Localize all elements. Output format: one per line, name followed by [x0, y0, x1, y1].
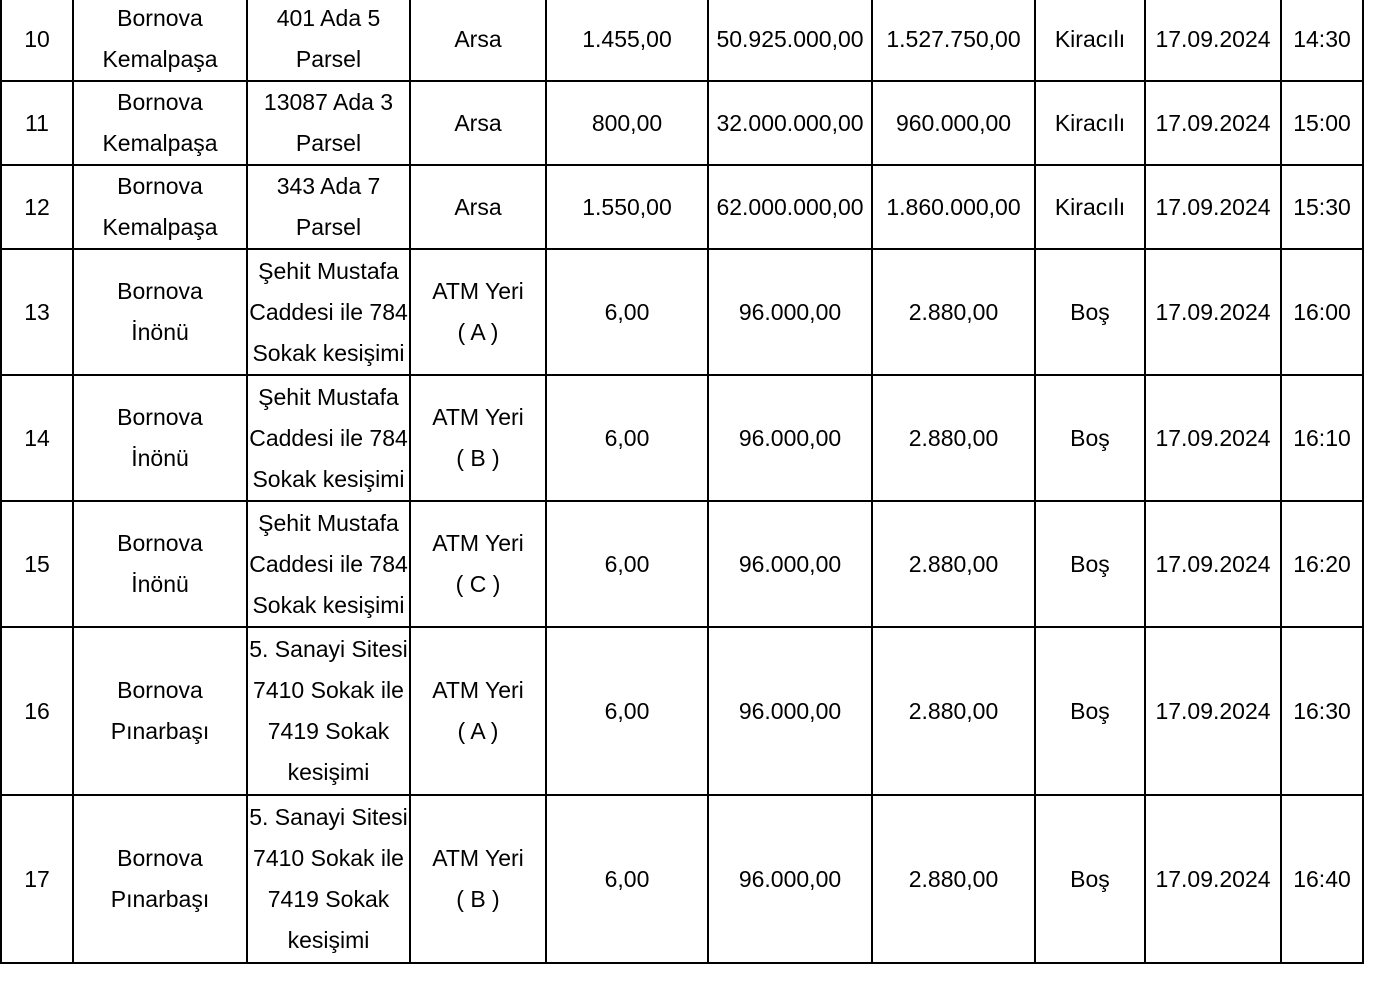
time-cell [1281, 795, 1363, 963]
table-row [1, 375, 1363, 501]
date-cell [1145, 501, 1281, 627]
location-text: Şehit Mustafa Caddesi ile 784 Sokak kesişimi [249, 383, 408, 492]
district-cell [73, 795, 247, 963]
district-text: Bornova İnönü [117, 278, 203, 345]
property-type-cell [410, 375, 546, 501]
date-cell [1145, 795, 1281, 963]
row-number: 15 [24, 550, 50, 577]
area-value: 6,00 [604, 298, 650, 325]
status-cell [1035, 81, 1145, 165]
table-row [1, 81, 1363, 165]
estimated-value: 96.000,00 [738, 298, 842, 325]
district-text: Bornova Kemalpaşa [102, 5, 218, 72]
district-cell [73, 0, 247, 81]
row-number-cell [1, 249, 73, 375]
property-type-cell [410, 627, 546, 795]
table-row [1, 627, 1363, 795]
status-cell [1035, 165, 1145, 249]
time-cell [1281, 501, 1363, 627]
date-cell [1145, 0, 1281, 81]
deposit-cell [872, 501, 1035, 627]
deposit-cell [872, 375, 1035, 501]
date-cell [1145, 375, 1281, 501]
deposit-cell [872, 249, 1035, 375]
estimated-value-cell [708, 795, 872, 963]
location-cell [247, 375, 410, 501]
deposit-value: 1.860.000,00 [886, 193, 1021, 220]
district-cell [73, 249, 247, 375]
deposit-value: 2.880,00 [908, 697, 999, 724]
district-text: Bornova İnönü [117, 404, 203, 471]
district-text: Bornova Pınarbaşı [110, 677, 210, 744]
property-type-cell [410, 249, 546, 375]
estimated-value-cell [708, 81, 872, 165]
district-cell [73, 627, 247, 795]
district-text: Bornova İnönü [117, 530, 203, 597]
location-text: 343 Ada 7 Parsel [276, 173, 381, 240]
row-number: 11 [25, 109, 49, 136]
location-text: Şehit Mustafa Caddesi ile 784 Sokak kesişimi [249, 509, 408, 618]
tender-date: 17.09.2024 [1155, 865, 1271, 892]
tender-time: 16:30 [1293, 697, 1351, 724]
estimated-value-cell [708, 0, 872, 81]
area-cell [546, 0, 708, 81]
area-cell [546, 501, 708, 627]
date-cell [1145, 165, 1281, 249]
status-text: Boş [1070, 550, 1110, 577]
tender-date: 17.09.2024 [1155, 550, 1271, 577]
estimated-value: 62.000.000,00 [716, 193, 864, 220]
location-text: 401 Ada 5 Parsel [276, 5, 381, 72]
time-cell [1281, 165, 1363, 249]
area-cell [546, 165, 708, 249]
tender-date: 17.09.2024 [1155, 193, 1271, 220]
estimated-value: 32.000.000,00 [716, 109, 864, 136]
location-cell [247, 249, 410, 375]
table-row [1, 249, 1363, 375]
time-cell [1281, 375, 1363, 501]
tender-time: 16:00 [1293, 298, 1351, 325]
row-number: 13 [24, 298, 50, 325]
property-type-text: ATM Yeri ( C ) [432, 530, 524, 597]
table-row [1, 795, 1363, 963]
row-number-cell [1, 375, 73, 501]
status-cell [1035, 375, 1145, 501]
property-type-text: ATM Yeri ( B ) [432, 845, 524, 912]
area-value: 6,00 [604, 697, 650, 724]
estimated-value-cell [708, 375, 872, 501]
property-type-text: ATM Yeri ( B ) [432, 404, 524, 471]
property-type-cell [410, 165, 546, 249]
status-text: Kiracılı [1054, 193, 1126, 220]
area-value: 6,00 [604, 865, 650, 892]
row-number-cell [1, 795, 73, 963]
status-text: Boş [1070, 697, 1110, 724]
estimated-value: 96.000,00 [738, 697, 842, 724]
estimated-value: 96.000,00 [738, 424, 842, 451]
table-row [1, 501, 1363, 627]
row-number: 17 [24, 865, 50, 892]
row-number: 14 [24, 424, 50, 451]
estimated-value-cell [708, 165, 872, 249]
deposit-cell [872, 165, 1035, 249]
estimated-value-cell [708, 501, 872, 627]
property-type-cell [410, 81, 546, 165]
tender-date: 17.09.2024 [1155, 697, 1271, 724]
time-cell [1281, 249, 1363, 375]
property-type-text: Arsa [454, 25, 502, 52]
row-number-cell [1, 165, 73, 249]
property-type-cell [410, 795, 546, 963]
district-cell [73, 501, 247, 627]
deposit-cell [872, 627, 1035, 795]
area-cell [546, 375, 708, 501]
deposit-cell [872, 0, 1035, 81]
area-cell [546, 81, 708, 165]
estimated-value: 96.000,00 [738, 550, 842, 577]
area-cell [546, 795, 708, 963]
deposit-value: 2.880,00 [908, 865, 999, 892]
tender-time: 16:20 [1293, 550, 1351, 577]
property-type-cell [410, 501, 546, 627]
time-cell [1281, 627, 1363, 795]
location-cell [247, 795, 410, 963]
location-text: 13087 Ada 3 Parsel [263, 89, 394, 156]
location-cell [247, 165, 410, 249]
district-cell [73, 165, 247, 249]
row-number: 12 [24, 193, 50, 220]
tender-time: 15:00 [1293, 109, 1351, 136]
table-row [1, 0, 1363, 81]
area-value: 1.455,00 [582, 25, 672, 52]
area-value: 6,00 [604, 424, 650, 451]
tender-time: 16:10 [1293, 424, 1351, 451]
district-text: Bornova Kemalpaşa [102, 89, 218, 156]
location-cell [247, 81, 410, 165]
estimated-value: 96.000,00 [738, 865, 842, 892]
table-body [1, 0, 1363, 963]
deposit-value: 960.000,00 [895, 109, 1012, 136]
location-cell [247, 627, 410, 795]
area-value: 1.550,00 [582, 193, 672, 220]
status-text: Boş [1070, 298, 1110, 325]
tender-time: 14:30 [1293, 25, 1351, 52]
estimated-value-cell [708, 627, 872, 795]
status-text: Kiracılı [1054, 109, 1126, 136]
row-number: 10 [24, 25, 50, 52]
location-cell [247, 0, 410, 81]
date-cell [1145, 81, 1281, 165]
deposit-value: 2.880,00 [908, 298, 999, 325]
property-type-text: Arsa [454, 193, 502, 220]
date-cell [1145, 627, 1281, 795]
status-text: Boş [1070, 424, 1110, 451]
status-cell [1035, 795, 1145, 963]
location-text: 5. Sanayi Sitesi 7410 Sokak ile 7419 Sokak kesişimi [249, 636, 408, 785]
status-text: Kiracılı [1054, 25, 1126, 52]
status-cell [1035, 627, 1145, 795]
district-text: Bornova Kemalpaşa [102, 173, 218, 240]
district-text: Bornova Pınarbaşı [110, 845, 210, 912]
tender-time: 15:30 [1293, 193, 1351, 220]
property-type-text: ATM Yeri ( A ) [432, 677, 524, 744]
table-row [1, 165, 1363, 249]
estimated-value-cell [708, 249, 872, 375]
time-cell [1281, 81, 1363, 165]
tender-time: 16:40 [1293, 865, 1351, 892]
location-text: 5. Sanayi Sitesi 7410 Sokak ile 7419 Sokak kesişimi [249, 804, 408, 953]
district-cell [73, 375, 247, 501]
status-text: Boş [1070, 865, 1110, 892]
property-type-cell [410, 0, 546, 81]
status-cell [1035, 501, 1145, 627]
tender-date: 17.09.2024 [1155, 424, 1271, 451]
area-cell [546, 249, 708, 375]
estimated-value: 50.925.000,00 [716, 25, 864, 52]
row-number-cell [1, 81, 73, 165]
deposit-cell [872, 81, 1035, 165]
deposit-cell [872, 795, 1035, 963]
area-value: 800,00 [591, 109, 663, 136]
district-cell [73, 81, 247, 165]
area-value: 6,00 [604, 550, 650, 577]
tender-date: 17.09.2024 [1155, 298, 1271, 325]
status-cell [1035, 249, 1145, 375]
row-number-cell [1, 627, 73, 795]
location-cell [247, 501, 410, 627]
area-cell [546, 627, 708, 795]
row-number-cell [1, 0, 73, 81]
tender-date: 17.09.2024 [1155, 25, 1271, 52]
deposit-value: 2.880,00 [908, 424, 999, 451]
row-number: 16 [24, 697, 50, 724]
status-cell [1035, 0, 1145, 81]
deposit-value: 1.527.750,00 [886, 25, 1021, 52]
property-type-text: ATM Yeri ( A ) [432, 278, 524, 345]
tender-date: 17.09.2024 [1155, 109, 1271, 136]
location-text: Şehit Mustafa Caddesi ile 784 Sokak kesişimi [249, 257, 408, 366]
date-cell [1145, 249, 1281, 375]
time-cell [1281, 0, 1363, 81]
property-type-text: Arsa [454, 109, 502, 136]
row-number-cell [1, 501, 73, 627]
deposit-value: 2.880,00 [908, 550, 999, 577]
